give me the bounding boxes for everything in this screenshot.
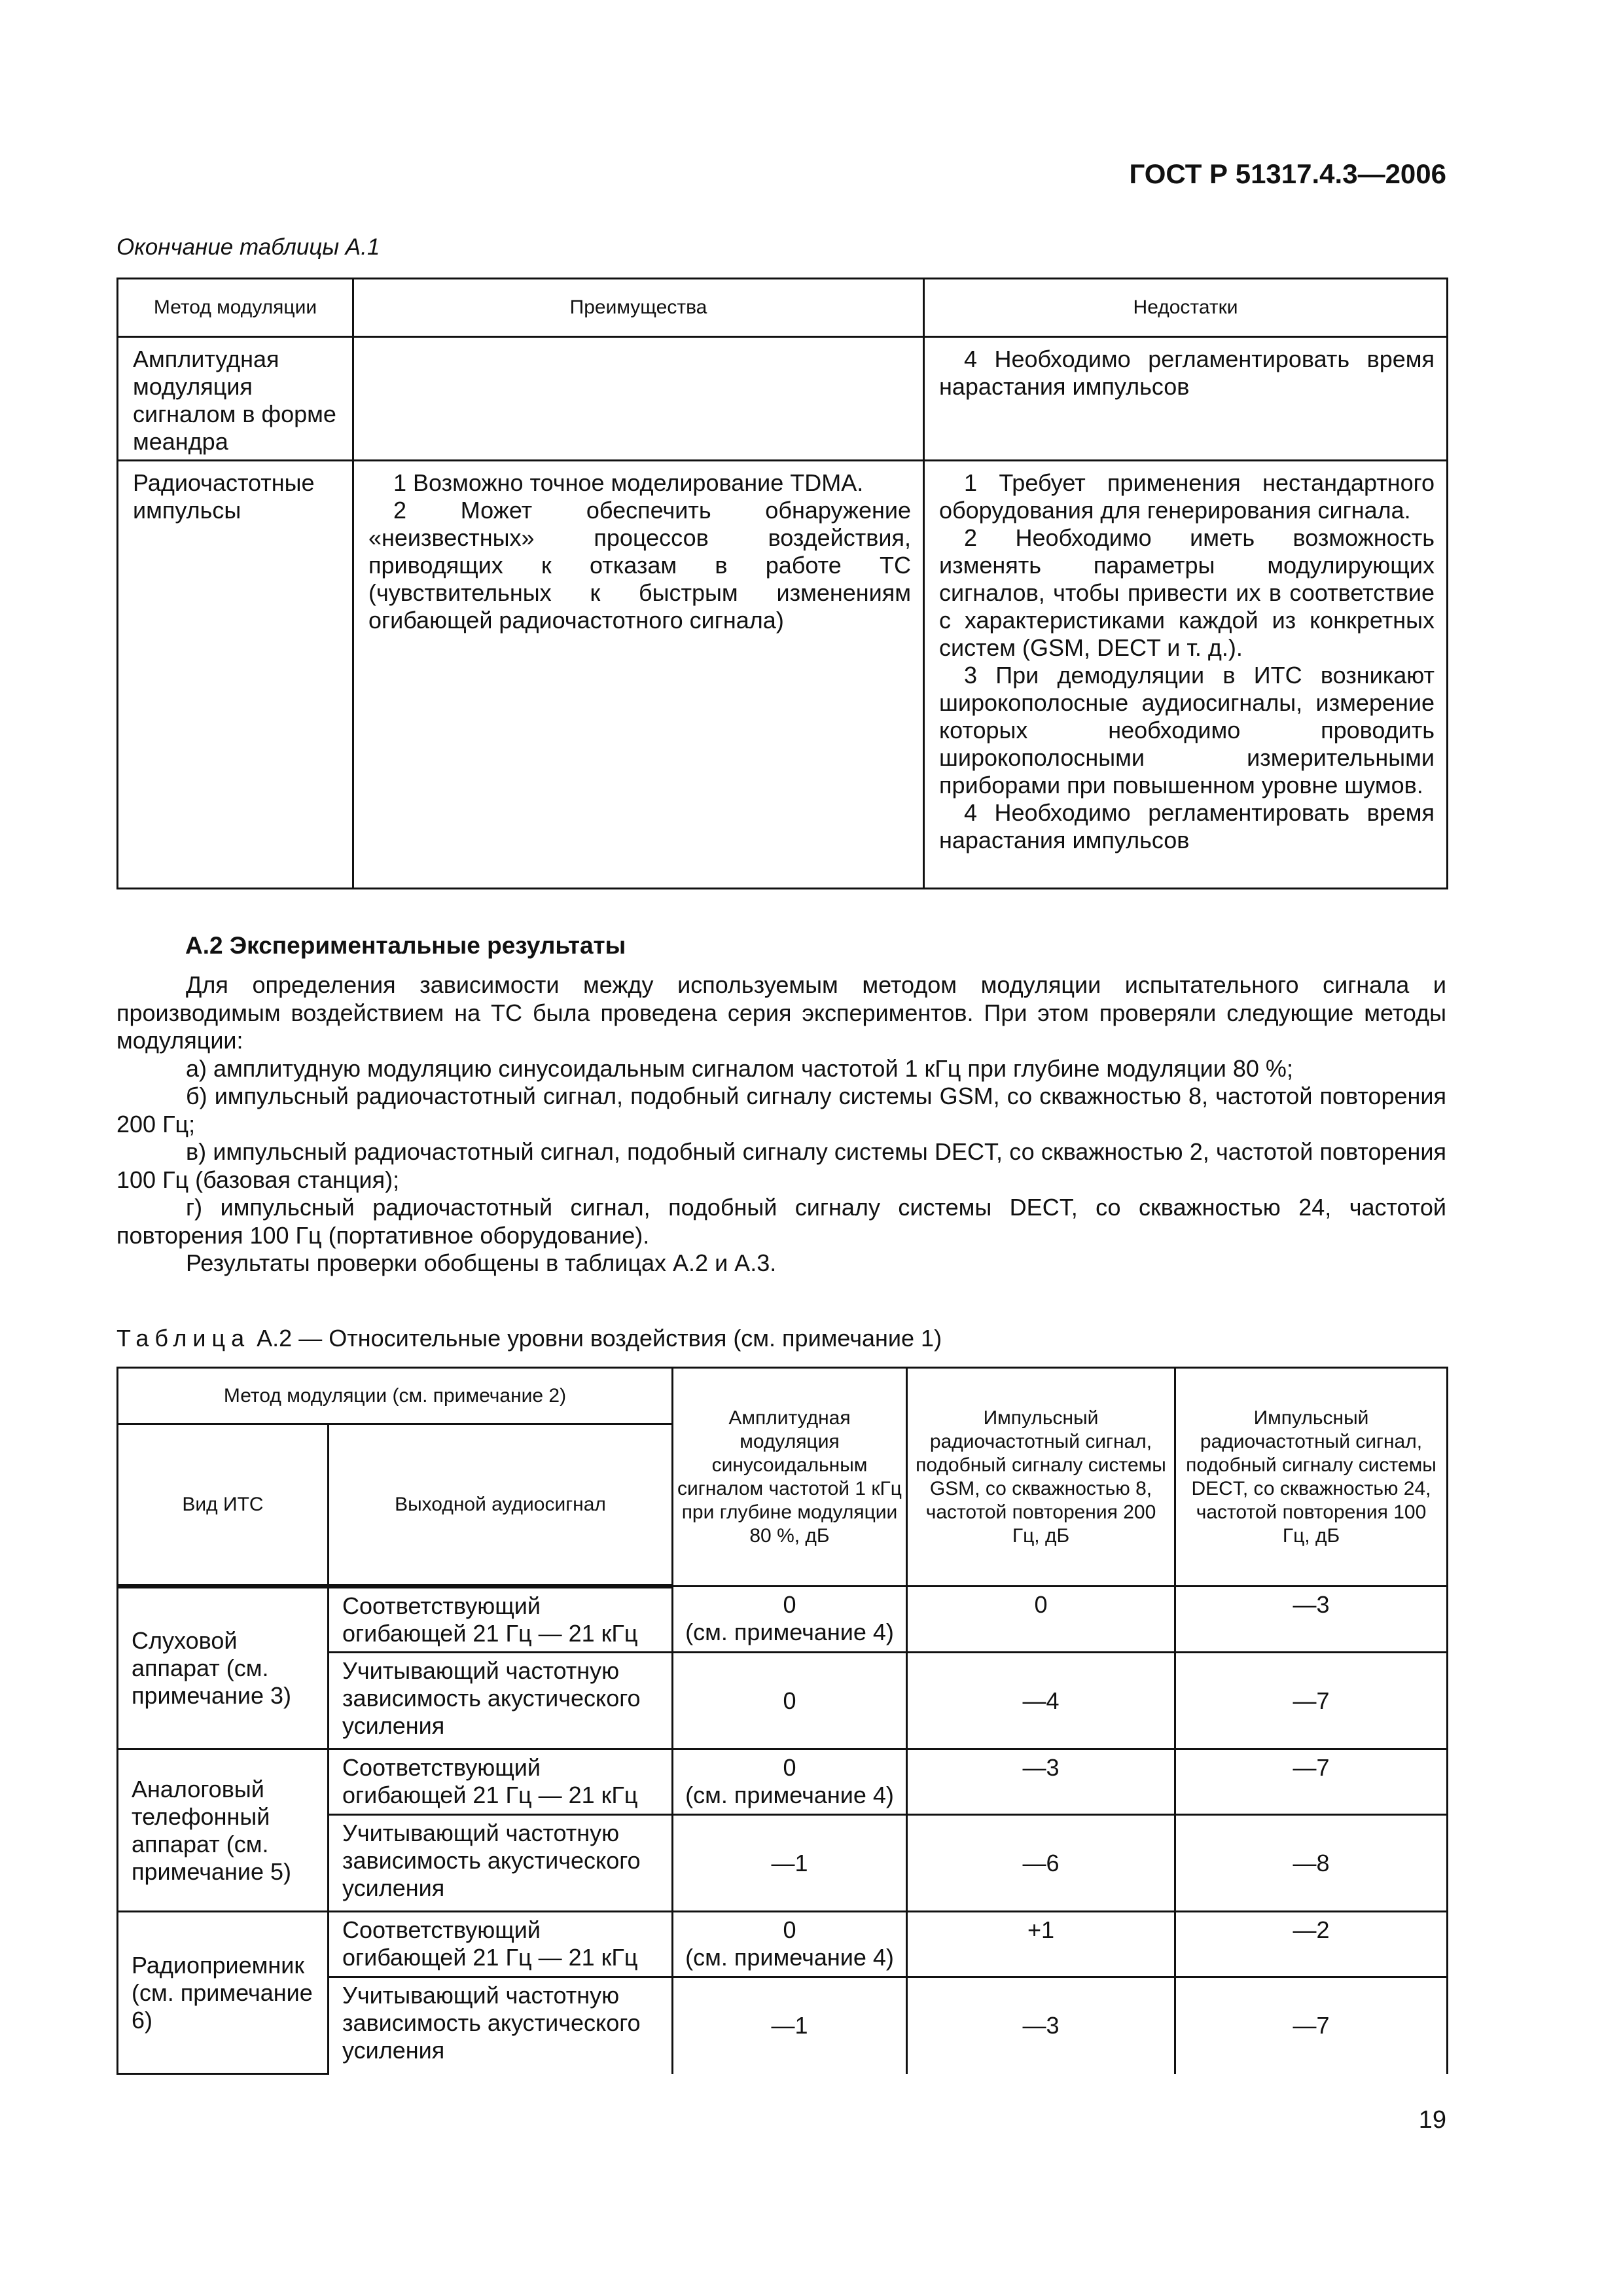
disadvantages-cell [924,337,1448,461]
list-item: 3 При демодуляции в ИТС возникают широкополосные аудиосигналы, измерение которых необходимо проводить широкополосными измерительными приборами при повышенном уровне шумов. [939,662,1435,798]
list-item: 2 Необходимо иметь возможность изменять параметры модулирующих сигналов, чтобы привести их в соответствие с характеристиками каждой из конкретных систем (GSM, DECT и т. д.). [939,524,1435,661]
list-item: б) импульсный радиочастотный сигнал, подобный сигналу системы GSM, со скважностью 8, частотой повторения 200 Гц; [116,1083,1446,1138]
table-row [118,461,1448,889]
output-signal-cell: Соответствующий огибающей 21 Гц — 21 кГц [329,1912,673,1977]
column-header-advantages: Преимущества [353,279,924,337]
list-item: в) импульсный радиочастотный сигнал, подобный сигналу системы DECT, со скважностью 2, частотой повторения 100 Гц (базовая станция); [116,1138,1446,1193]
table-header-row [118,279,1448,337]
value: 0 [783,1591,796,1618]
output-signal-cell: Учитывающий частотную зависимость акустического усиления [329,1977,673,2074]
value-cell-gsm: —3 [907,1977,1175,2074]
header-dect: Импульсный радиочастотный сигнал, подобный сигналу системы DECT, со скважностью 24, частотой повторения 100 Гц, дБ [1175,1368,1448,1587]
value-cell-am [673,1749,907,1815]
table-a2 [116,1367,1448,2075]
caption-text: А.2 — Относительные уровни воздействия (см. примечание 1) [250,1325,942,1352]
advantages-cell [353,337,924,461]
list-item: г) импульсный радиочастотный сигнал, подобный сигналу системы DECT, со скважностью 24, частотой повторения 100 Гц (портативное оборудование). [116,1194,1446,1249]
list-item: 4 Необходимо регламентировать время нарастания импульсов [939,799,1435,853]
value-cell-gsm: —3 [907,1749,1175,1815]
value-cell-dect: —7 [1175,1749,1448,1815]
value-cell-gsm: 0 [907,1587,1175,1653]
column-header-method: Метод модуляции [118,279,353,337]
value-cell-gsm: +1 [907,1912,1175,1977]
value-cell-dect: —3 [1175,1587,1448,1653]
value-cell-gsm: —4 [907,1653,1175,1749]
its-type-cell: Аналоговый телефонный аппарат (см. примечание 5) [118,1749,329,1912]
value-cell-dect: —2 [1175,1912,1448,1977]
output-signal-cell: Учитывающий частотную зависимость акустического усиления [329,1815,673,1912]
table-row [118,1749,1448,1815]
method-cell: Амплитудная модуляция сигналом в форме меандра [118,337,353,461]
caption-prefix: Таблица [116,1325,251,1352]
column-header-disadvantages: Недостатки [924,279,1448,337]
table-row [118,1912,1448,1977]
value-cell-dect: —7 [1175,1977,1448,2074]
header-method: Метод модуляции (см. примечание 2) [118,1368,673,1424]
header-am: Амплитудная модуляция синусоидальным сигналом частотой 1 кГц при глубине модуляции 80 %, дБ [673,1368,907,1587]
value-cell-am: —1 [673,1977,907,2074]
disadvantages-cell [924,461,1448,889]
value-cell-am: —1 [673,1815,907,1912]
value-note: (см. примечание 4) [685,1619,894,1645]
header-gsm: Импульсный радиочастотный сигнал, подобный сигналу системы GSM, со скважностью 8, частотой повторения 200 Гц, дБ [907,1368,1175,1587]
value-cell-am: 0 [673,1653,907,1749]
list-item: 1 Возможно точное моделирование TDMA. [393,469,864,496]
table-a1-caption: Окончание таблицы А.1 [116,234,380,260]
section-body [116,971,1446,1278]
output-signal-cell: Соответствующий огибающей 21 Гц — 21 кГц [329,1749,673,1815]
list-item: а) амплитудную модуляцию синусоидальным сигналом частотой 1 кГц при глубине модуляции 80 %; [186,1054,1293,1082]
value-cell-am [673,1912,907,1977]
paragraph: Для определения зависимости между используемым методом модуляции испытательного сигнала и производимым воздействием на ТС была проведена серия экспериментов. При этом проверяли следующие методы модуляции: [116,971,1446,1054]
table-row [118,1587,1448,1653]
table-header-row [118,1368,1448,1424]
value: 0 [783,1754,796,1781]
method-cell: Радиочастотные импульсы [118,461,353,889]
document-id: ГОСТ Р 51317.4.3—2006 [1129,158,1446,189]
value-note: (см. примечание 4) [685,1782,894,1808]
value-cell-gsm: —6 [907,1815,1175,1912]
value: 0 [783,1916,796,1943]
value-cell-am [673,1587,907,1653]
list-item: 2 Может обеспечить обнаружение «неизвестных» процессов воздействия, приводящих к отказам в работе ТС (чувствительных к быстрым изменениям огибающей радиочастотного сигнала) [368,497,911,634]
table-row [118,337,1448,461]
list-item: 4 Необходимо регламентировать время нарастания импульсов [939,346,1435,400]
output-signal-cell: Соответствующий огибающей 21 Гц — 21 кГц [329,1587,673,1653]
section-title: А.2 Экспериментальные результаты [185,932,626,959]
output-signal-cell: Учитывающий частотную зависимость акустического усиления [329,1653,673,1749]
page-number: 19 [1418,2106,1446,2134]
value-cell-dect: —7 [1175,1653,1448,1749]
its-type-cell: Слуховой аппарат (см. примечание 3) [118,1587,329,1749]
advantages-cell [353,461,924,889]
value-note: (см. примечание 4) [685,1944,894,1971]
header-its-type: Вид ИТС [118,1424,329,1587]
header-output-signal: Выходной аудиосигнал [329,1424,673,1587]
value-cell-dect: —8 [1175,1815,1448,1912]
list-item: 1 Требует применения нестандартного оборудования для генерирования сигнала. [939,469,1435,524]
table-a1 [116,278,1448,889]
its-type-cell: Радиоприемник (см. примечание 6) [118,1912,329,2074]
table-a2-caption [116,1325,942,1352]
paragraph: Результаты проверки обобщены в таблицах А.2 и А.3. [186,1249,777,1276]
